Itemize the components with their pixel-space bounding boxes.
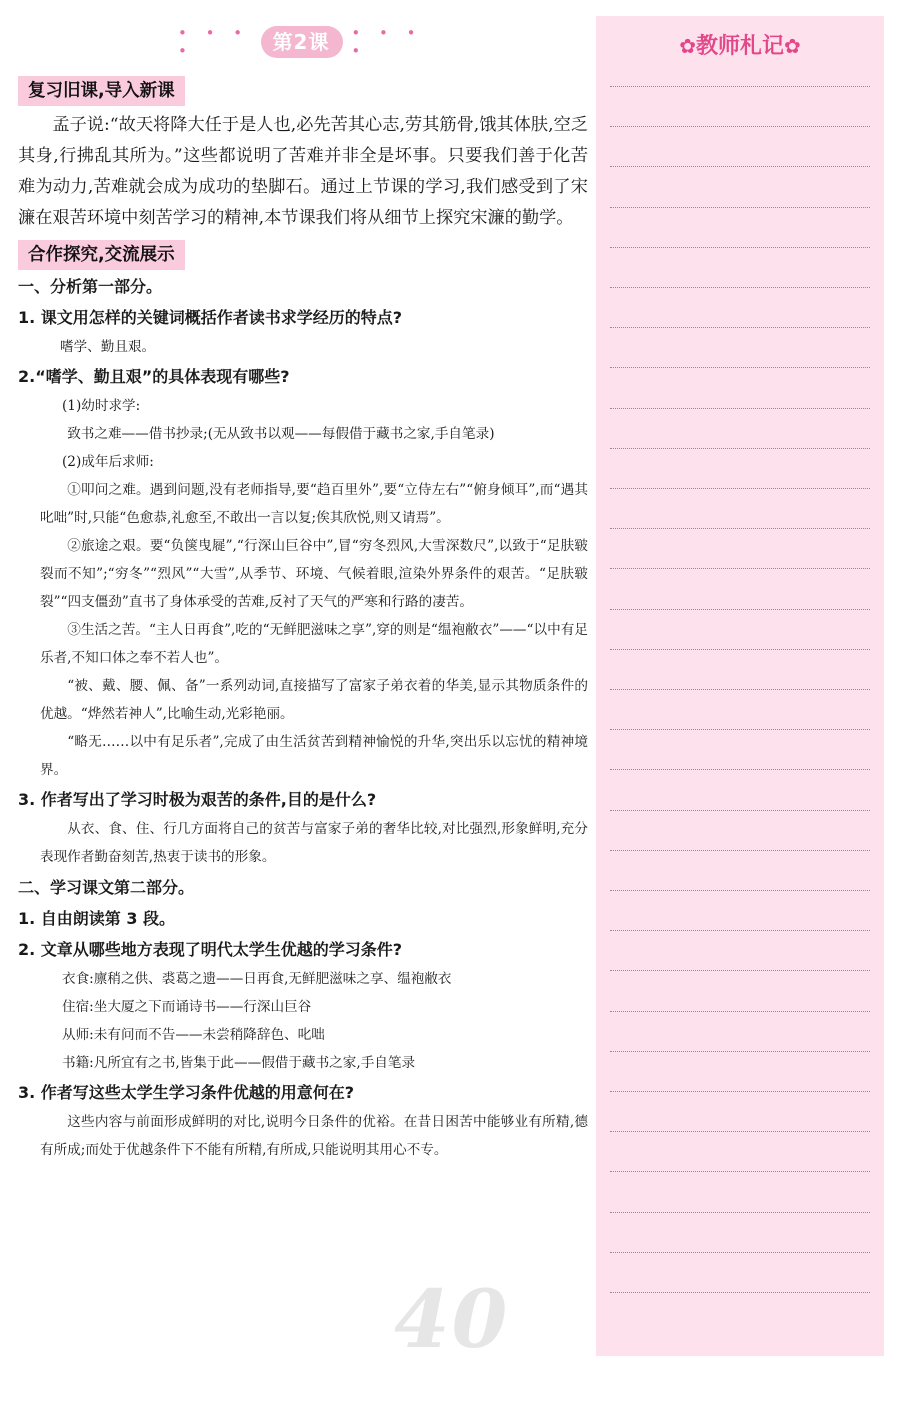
part2-answer-line: 书籍:凡所宜有之书,皆集于此——假借于藏书之家,手自笔录 xyxy=(62,1055,416,1071)
note-line xyxy=(610,609,870,610)
note-line xyxy=(610,528,870,529)
intro-paragraph: 孟子说:“故天将降大任于是人也,必先苦其心志,劳其筋骨,饿其体肤,空乏其身,行拂乱其所为。”这些都说明了苦难并非全是坏事。只要我们善于化苦难为动力,苦难就会成为成功的垫脚石。通过上节课的学习,我们感受到了宋濂在艰苦环境中刻苦学习的精神,本节课我们将从细节上探究宋濂的勤学。 xyxy=(18,115,588,228)
note-line xyxy=(610,166,870,167)
note-line xyxy=(610,1292,870,1293)
note-line xyxy=(610,769,870,770)
part2-question-2: 2. 文章从哪些地方表现了明代太学生优越的学习条件? xyxy=(18,940,403,959)
part2-heading: 二、学习课文第二部分。 xyxy=(18,878,195,897)
part2-answer-3: 这些内容与前面形成鲜明的对比,说明今日条件的优裕。在昔日困苦中能够业有所精,德有所成;而处于优越条件下不能有所精,有所成,只能说明其用心不专。 xyxy=(40,1114,588,1158)
note-line xyxy=(610,86,870,87)
note-line xyxy=(610,970,870,971)
note-line xyxy=(610,890,870,891)
lesson-badge: 第2课时 xyxy=(261,26,344,58)
part2-answer-line: 住宿:坐大厦之下而诵诗书——行深山巨谷 xyxy=(62,999,312,1015)
teacher-notes-label: 教师札记 xyxy=(695,34,784,59)
section-label-review: 复习旧课,导入新课 xyxy=(18,76,185,106)
note-line xyxy=(610,1252,870,1253)
part2-answer-line: 从师:未有问而不告——未尝稍降辞色、叱咄 xyxy=(62,1027,325,1043)
section-label-explore: 合作探究,交流展示 xyxy=(18,240,185,270)
note-line xyxy=(610,689,870,690)
part1-question-1: 1. 课文用怎样的关键词概括作者读书求学经历的特点? xyxy=(18,308,403,327)
lesson-header xyxy=(178,24,426,86)
part1-question-2: 2.“嗜学、勤且艰”的具体表现有哪些? xyxy=(18,367,290,386)
decorative-dots-left: • • • • xyxy=(178,24,250,60)
part2-question-1: 1. 自由朗读第 3 段。 xyxy=(18,909,176,928)
decorative-dots-right: • • • • xyxy=(351,24,423,60)
note-line xyxy=(610,247,870,248)
note-line xyxy=(610,448,870,449)
note-line xyxy=(610,126,870,127)
note-line xyxy=(610,568,870,569)
note-line xyxy=(610,1171,870,1172)
part1-q2-paragraph: “略无……以中有足乐者”,完成了由生活贫苦到精神愉悦的升华,突出乐以忘忧的精神境界。 xyxy=(40,734,588,778)
note-line xyxy=(610,488,870,489)
note-line xyxy=(610,850,870,851)
part1-q2-paragraph: ①叩问之难。遇到问题,没有老师指导,要“趋百里外”,要“立侍左右”“俯身倾耳”,而“遇其叱咄”时,只能“色愈恭,礼愈至,不敢出一言以复;俟其欣悦,则又请焉”。 xyxy=(40,482,588,526)
note-line xyxy=(610,1051,870,1052)
part1-question-3: 3. 作者写出了学习时极为艰苦的条件,目的是什么? xyxy=(18,790,377,809)
note-line xyxy=(610,408,870,409)
note-line xyxy=(610,729,870,730)
teacher-notes-title xyxy=(596,28,884,64)
part1-answer-3: 从衣、食、住、行几方面将自己的贫苦与富家子弟的奢华比较,对比强烈,形象鲜明,充分表现作者勤奋刻苦,热衷于读书的形象。 xyxy=(40,821,588,865)
note-line xyxy=(610,287,870,288)
note-line xyxy=(610,367,870,368)
note-line xyxy=(610,1131,870,1132)
part1-q2-paragraph: “被、戴、腰、佩、备”一系列动词,直接描写了富家子弟衣着的华美,显示其物质条件的优越。“烨然若神人”,比喻生动,光彩艳丽。 xyxy=(40,678,588,722)
note-line xyxy=(610,1011,870,1012)
note-line xyxy=(610,1091,870,1092)
flower-icon: ✿ xyxy=(784,34,801,58)
note-line xyxy=(610,1212,870,1213)
teacher-notes-sidebar xyxy=(596,16,884,1356)
note-line xyxy=(610,649,870,650)
note-line xyxy=(610,327,870,328)
part1-q2-paragraph: 致书之难——借书抄录;(无从致书以观——每假借于藏书之家,手自笔录) xyxy=(67,426,495,442)
part1-q2-subheading-2: (2)成年后求师: xyxy=(62,454,154,470)
page-number: 40 xyxy=(394,1272,510,1366)
part2-answer-line: 衣食:廪稍之供、裘葛之遗——日再食,无鲜肥滋味之享、缊袍敝衣 xyxy=(62,971,452,987)
main-content xyxy=(18,76,588,1164)
part1-q2-subheading-1: (1)幼时求学: xyxy=(62,398,141,414)
part1-q2-paragraph: ②旅途之艰。要“负箧曳屣”,“行深山巨谷中”,冒“穷冬烈风,大雪深数尺”,以致于“足肤皲裂而不知”;“穷冬”“烈风”“大雪”,从季节、环境、气候着眼,渲染外界条件的艰苦。“足肤皲裂”“四支僵劲”直书了身体承受的苦难,反衬了天气的严寒和行路的凄苦。 xyxy=(40,538,588,610)
flower-icon: ✿ xyxy=(679,34,696,58)
note-line xyxy=(610,207,870,208)
note-line xyxy=(610,930,870,931)
part1-q2-paragraph: ③生活之苦。“主人日再食”,吃的“无鲜肥滋味之享”,穿的则是“缊袍敝衣”——“以中有足乐者,不知口体之奉不若人也”。 xyxy=(40,622,588,666)
part1-heading: 一、分析第一部分。 xyxy=(18,277,163,296)
note-line xyxy=(610,810,870,811)
part2-question-3: 3. 作者写这些太学生学习条件优越的用意何在? xyxy=(18,1083,355,1102)
part1-answer-1: 嗜学、勤且艰。 xyxy=(60,339,156,355)
